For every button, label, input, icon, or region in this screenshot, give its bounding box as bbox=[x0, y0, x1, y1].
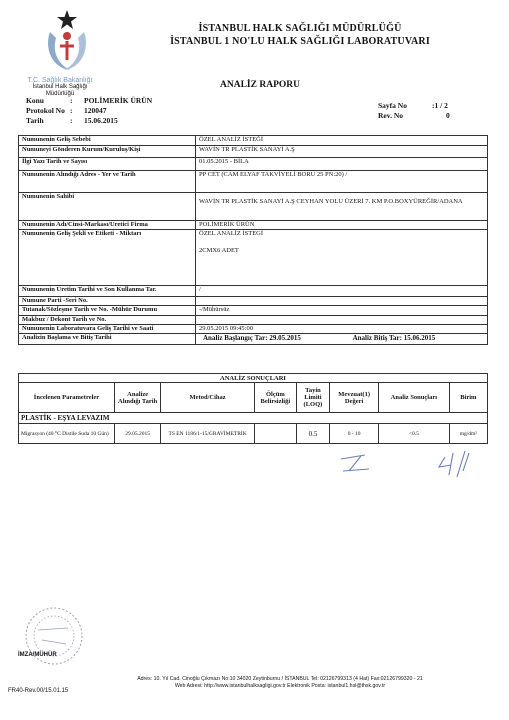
analysis-dates-row: Analizin Başlama ve Bitiş Tarihi Analiz Başlangıç Tar: 29.05.2015 Analiz Bitiş Tar: 15.06.2015 bbox=[19, 334, 488, 345]
info-row: Numune Parti -Seri No. bbox=[19, 297, 488, 306]
stamp-label: İMZA/MÜHÜR bbox=[18, 652, 57, 658]
results-group-row: PLASTİK - EŞYA LEVAZIM bbox=[19, 413, 488, 424]
table-row: Migrasyon (40 °C Distile Suda 10 Gün) 29.05.2015 TS EN 1186/1-15/GRAVİMETRİK 0.5 0 - 10 <0.5 mg/dm² bbox=[19, 424, 488, 444]
info-row: Numunenin Adı/Cinsi-Markası/Üretici Firma POLİMERİK ÜRÜN bbox=[19, 221, 488, 230]
footer bbox=[85, 676, 475, 690]
protokol-value: 120047 bbox=[84, 106, 107, 115]
info-row: Numuneyi Gönderen Kurum/Kuruluş/Kişi WAVİN TR PLASTİK SANAYİ A.Ş bbox=[19, 146, 488, 158]
meta-rev: Rev. No 0 bbox=[378, 111, 450, 120]
meta-protokol: Protokol No : 120047 bbox=[26, 106, 107, 115]
analysis-end-date: 15.06.2015 bbox=[403, 334, 436, 342]
analysis-start-date: 29.05.2015 bbox=[269, 334, 301, 342]
signature-1-icon bbox=[335, 451, 375, 477]
stamp-icon bbox=[8, 600, 86, 672]
form-code: FR40-Rev.00/15.01.15 bbox=[8, 688, 69, 694]
info-row: İlgi Yazı Tarih ve Sayısı 01.05.2015 - BİLA bbox=[19, 158, 488, 171]
meta-sayfa: Sayfa No :1 / 2 bbox=[378, 101, 448, 110]
ministry-logo-icon bbox=[40, 8, 94, 74]
sayfa-value: :1 / 2 bbox=[432, 101, 448, 110]
tarih-value: 15.06.2015 bbox=[84, 116, 118, 125]
konu-value: POLİMERİK ÜRÜN bbox=[84, 96, 153, 105]
rev-value: 0 bbox=[446, 111, 450, 120]
header-line-2: İSTANBUL 1 NO'LU HALK SAĞLIĞI LABORATUVARI bbox=[170, 36, 430, 47]
info-row: Makbuz / Dekont Tarih ve No. bbox=[19, 316, 488, 325]
info-row: Tutanak/Sözleşme Tarih ve No. -Mühür Durumu -/Mühürsüz bbox=[19, 306, 488, 316]
ministry-line-1: T.C. Sağlık Bakanlığı bbox=[27, 77, 93, 84]
ministry-name bbox=[20, 77, 100, 98]
header-line-1: İSTANBUL HALK SAĞLIĞI MÜDÜRLÜĞÜ bbox=[198, 23, 402, 34]
info-row: Numunenin Sahibi WAVİN TR PLASTİK SANAYİ A.Ş CEYHAN YOLU ÜZERİ 7. KM P.O.BOXYÜREĞİR/ADANA bbox=[19, 193, 488, 221]
meta-tarih: Tarih : 15.06.2015 bbox=[26, 116, 118, 125]
meta-konu: Konu : POLİMERİK ÜRÜN bbox=[26, 96, 153, 105]
results-title: ANALİZ SONUÇLARI bbox=[19, 374, 488, 383]
meta-left bbox=[26, 96, 152, 126]
info-row: Numunenin Geliş Sebebi ÖZEL ANALİZ İSTEĞİ bbox=[19, 136, 488, 146]
info-row: Numunenin Üretim Tarihi ve Son Kullanma Tar. / bbox=[19, 286, 488, 297]
analysis-results-table bbox=[18, 373, 488, 444]
meta-right bbox=[378, 101, 450, 121]
sample-info-table bbox=[18, 135, 488, 345]
ministry-line-3: Müdürlüğü bbox=[45, 91, 75, 97]
info-row: Numunenin Geliş Şekli ve Etiketi - Miktarı ÖZEL ANALİZ İSTEGİ 2CMX6 ADET bbox=[19, 230, 488, 286]
info-row: Numunenin Laboratuvara Geliş Tarihi ve Saati 29.05.2015 09:45:00 bbox=[19, 325, 488, 334]
signature-2-icon bbox=[435, 447, 490, 479]
footer-web: Web Adresi: http://www.istanbulhalksagligi.gov.tr Elektronik Posta: istanbul1.hsl@thsk.gov.tr bbox=[174, 683, 386, 689]
ministry-line-2: İstanbul Halk Sağlığı bbox=[32, 84, 88, 90]
footer-address: Adres: 10. Yıl Cad. Cinoğlu Çıkmazı No:10 34020 Zeytinburnu / İSTANBUL Tel: 02126799313 (4 Hat) Fax:02126799320 - 21 bbox=[137, 676, 423, 682]
results-header-row: İncelenen Parametreler Analize Alındığı Tarih Metod/Cihaz Ölçüm Belirsizliği Tayin Limiti (LOQ) Mevzuat(1) Değeri Analiz Sonuçları Birim bbox=[19, 383, 488, 413]
report-title: ANALİZ RAPORU bbox=[220, 80, 300, 90]
info-row: Numunenin Alındığı Adres - Yer ve Tarih PP CET (CAM ELYAF TAKVİYELİ BORU 25 PN:20) / bbox=[19, 171, 488, 193]
